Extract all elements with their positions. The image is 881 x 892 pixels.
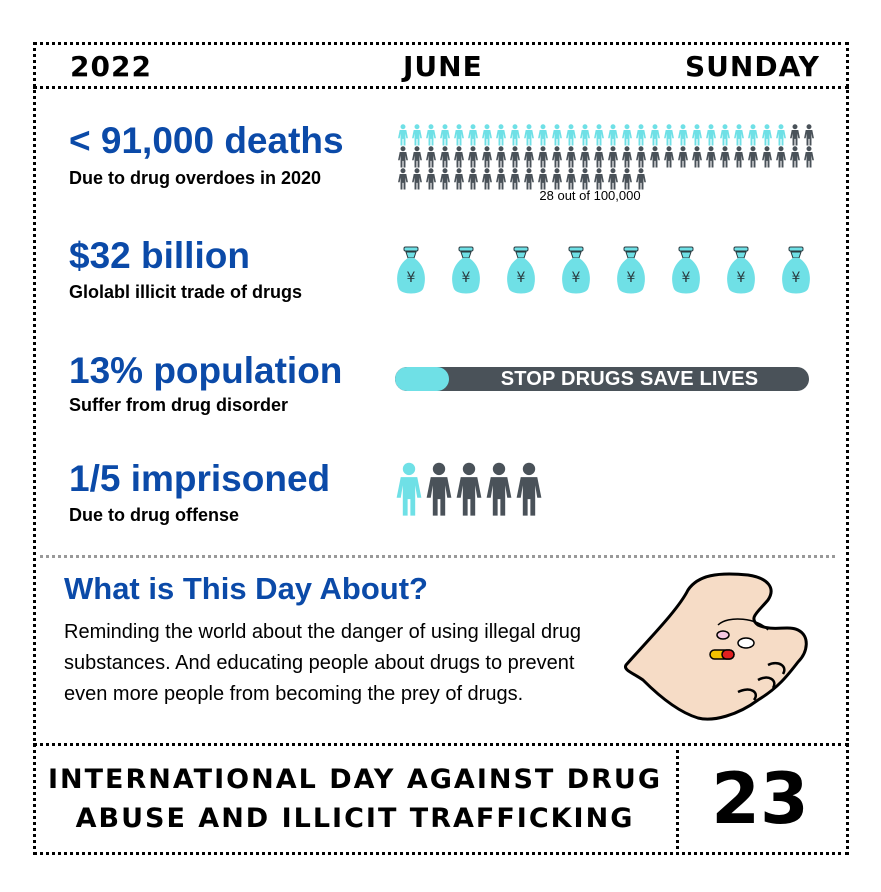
person-icon: [760, 124, 774, 146]
person-icon: [746, 124, 760, 146]
person-icon: [802, 146, 816, 168]
person-icon: [732, 146, 746, 168]
money-bag-icon: [780, 245, 812, 297]
person-icon: [394, 462, 424, 517]
about-text: Reminding the world about the danger of using illegal drug substances. And educating people about drugs to prevent even more people from becoming the prey of drugs.: [64, 621, 582, 705]
footer-vertical-divider: [676, 743, 679, 855]
about-title: What is This Day About?: [64, 571, 428, 606]
bar-label: STOP DRUGS SAVE LIVES: [500, 368, 759, 390]
person-icon: [690, 124, 704, 146]
person-icon: [620, 146, 634, 168]
person-icon: [634, 146, 648, 168]
person-icon: [606, 124, 620, 146]
person-icon: [480, 146, 494, 168]
svg-text:¥: ¥: [736, 270, 746, 286]
person-icon: [396, 124, 410, 146]
person-icon: [634, 124, 648, 146]
person-icon: [606, 146, 620, 168]
person-icon: [452, 168, 466, 190]
person-icon: [396, 146, 410, 168]
event-title: INTERNATIONAL DAY AGAINST DRUG ABUSE AND ILLICIT TRAFFICKING: [47, 764, 663, 834]
person-icon: [522, 146, 536, 168]
person-icon: [484, 462, 514, 517]
person-icon: [774, 124, 788, 146]
day-number: 23: [711, 758, 809, 840]
stat-deaths-caption: Due to drug overdoes in 2020: [69, 168, 322, 188]
weekday: SUNDAY: [685, 50, 820, 83]
person-icon: [438, 124, 452, 146]
header-divider: [33, 86, 849, 89]
svg-text:¥: ¥: [791, 270, 801, 286]
person-icon: [536, 168, 550, 190]
person-icon: [634, 168, 648, 190]
person-icon: [788, 146, 802, 168]
pictogram-row: [396, 146, 826, 168]
person-icon: [564, 146, 578, 168]
people-pictogram: [396, 124, 826, 190]
stat-imprisoned-headline: 1/5 imprisoned: [69, 458, 331, 499]
pictogram-row: [396, 124, 826, 146]
person-icon: [424, 124, 438, 146]
person-icon: [424, 462, 454, 517]
person-icon: [592, 146, 606, 168]
person-icon: [564, 168, 578, 190]
person-icon: [494, 124, 508, 146]
person-icon: [648, 124, 662, 146]
person-icon: [732, 124, 746, 146]
person-icon: [514, 462, 544, 517]
person-icon: [536, 146, 550, 168]
person-icon: [410, 168, 424, 190]
money-bag-icon: [395, 245, 427, 297]
money-bag-icon: [505, 245, 537, 297]
person-icon: [662, 146, 676, 168]
person-icon: [454, 462, 484, 517]
stat-trade-headline: $32 billion: [69, 235, 250, 276]
person-icon: [788, 124, 802, 146]
svg-text:¥: ¥: [516, 270, 526, 286]
person-icon: [592, 168, 606, 190]
stop-drugs-bar: [395, 367, 809, 391]
person-icon: [522, 124, 536, 146]
month: JUNE: [403, 50, 483, 83]
person-icon: [508, 168, 522, 190]
person-icon: [452, 146, 466, 168]
person-icon: [410, 146, 424, 168]
person-icon: [522, 168, 536, 190]
person-icon: [676, 146, 690, 168]
person-icon: [760, 146, 774, 168]
stat-imprisoned-caption: Due to drug offense: [69, 505, 239, 525]
money-bag-icon: [450, 245, 482, 297]
person-icon: [452, 124, 466, 146]
pictogram-caption: 28 out of 100,000: [539, 188, 641, 203]
person-icon: [704, 146, 718, 168]
person-icon: [746, 146, 760, 168]
person-icon: [550, 124, 564, 146]
person-icon: [508, 124, 522, 146]
person-icon: [480, 168, 494, 190]
person-icon: [396, 168, 410, 190]
pictogram-row: [396, 168, 826, 190]
person-icon: [424, 168, 438, 190]
person-icon: [438, 146, 452, 168]
person-icon: [676, 124, 690, 146]
person-icon: [774, 146, 788, 168]
money-bags: [395, 245, 812, 297]
footer-divider: [33, 743, 849, 746]
year: 2022: [70, 50, 152, 83]
person-icon: [424, 146, 438, 168]
money-bag-icon: [560, 245, 592, 297]
svg-text:¥: ¥: [626, 270, 636, 286]
person-icon: [592, 124, 606, 146]
svg-text:¥: ¥: [571, 270, 581, 286]
svg-text:¥: ¥: [406, 270, 416, 286]
person-icon: [410, 124, 424, 146]
money-bag-icon: [615, 245, 647, 297]
person-icon: [662, 124, 676, 146]
person-icon: [578, 146, 592, 168]
person-icon: [648, 146, 662, 168]
person-icon: [620, 168, 634, 190]
person-icon: [690, 146, 704, 168]
person-icon: [802, 124, 816, 146]
person-icon: [508, 146, 522, 168]
person-icon: [466, 168, 480, 190]
section-divider: [40, 555, 835, 558]
money-bag-icon: [670, 245, 702, 297]
person-icon: [480, 124, 494, 146]
person-icon: [466, 124, 480, 146]
person-icon: [564, 124, 578, 146]
svg-text:¥: ¥: [461, 270, 471, 286]
prisoner-figures: [394, 462, 544, 517]
person-icon: [606, 168, 620, 190]
person-icon: [718, 124, 732, 146]
person-icon: [718, 146, 732, 168]
person-icon: [704, 124, 718, 146]
person-icon: [550, 146, 564, 168]
person-icon: [438, 168, 452, 190]
money-bag-icon: [725, 245, 757, 297]
svg-text:¥: ¥: [681, 270, 691, 286]
stat-population-caption: Suffer from drug disorder: [69, 395, 289, 415]
hand-with-pills-icon: [618, 570, 818, 730]
person-icon: [466, 146, 480, 168]
person-icon: [550, 168, 564, 190]
person-icon: [494, 168, 508, 190]
stat-deaths-headline: < 91,000 deaths: [69, 120, 344, 161]
stat-trade-caption: Glolabl illicit trade of drugs: [69, 282, 303, 302]
person-icon: [620, 124, 634, 146]
person-icon: [494, 146, 508, 168]
person-icon: [578, 168, 592, 190]
person-icon: [536, 124, 550, 146]
person-icon: [578, 124, 592, 146]
stat-population-headline: 13% population: [69, 350, 343, 391]
bar-fill: [395, 367, 449, 391]
